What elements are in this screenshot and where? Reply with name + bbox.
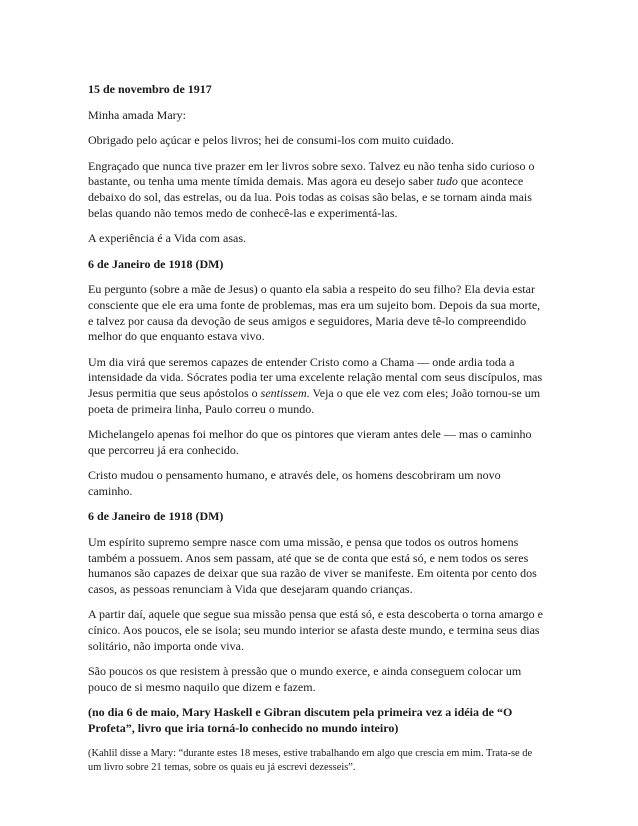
paragraph-few-resist: São poucos os que resistem à pressão que o mundo exerce, e ainda conseguem colocar um pouco de si mesmo naquilo que dizem e fazem. [88, 664, 522, 694]
paragraph-books [88, 159, 546, 221]
note-heading-prophet: (no dia 6 de maio, Mary Haskell e Gibran discutem pela primeira vez a idéia de “O Profeta”, livro que iria torná-lo conhecido no mundo inteiro) [88, 705, 513, 735]
note-kahlil-quote: (Kahlil disse a Mary: “durante estes 18 meses, estive trabalhando em algo que crescia em mim. Trata-se de um livro sobre 21 temas, sobre os quais eu já escrevi dezesseis”. [88, 747, 533, 773]
date-heading-jan-1918-a: 6 de Janeiro de 1918 (DM) [88, 256, 224, 271]
paragraph-experience: A experiência é a Vida com asas. [88, 231, 246, 246]
date-heading-1917: 15 de novembro de 1917 [88, 82, 212, 96]
paragraph-books-part-2: que acontece debaixo do sol, das estrelas, ou da lua. Pois todas as coisas são belas, e se tornam ainda mais belas quando não temos medo de conhecê-las e experimentá-las. [88, 174, 532, 220]
paragraph-supreme-spirit: Um espírito supremo sempre nasce com uma missão, e pensa que todos os outros homens também a possuem. Anos sem passam, até que se de conta que está só, e nem todos os seres humanos são capazes de deixar que sua razão de viver se manifeste. Em oitenta por cento dos casos, as pessoas renunciam à Vida que desejaram quando crianças. [88, 535, 537, 596]
paragraph-christ-flame [88, 355, 546, 417]
emphasis-tudo: tudo [436, 174, 458, 189]
paragraph-mission: A partir daí, aquele que segue sua missão pensa que está só, e esta descoberta o torna amargo e cínico. Aos poucos, ele se isola; seu mundo interior se afasta deste mundo, e termina seus dias solitário, não importa onde viva. [88, 607, 543, 653]
paragraph-books-part-1: Engraçado que nunca tive prazer em ler livros sobre sexo. Talvez eu não tenha sido curioso o bastante, ou tenha uma mente tímida demais. Mas agora eu desejo saber [88, 158, 535, 189]
paragraph-mother-of-jesus: Eu pergunto (sobre a mãe de Jesus) o quanto ela sabia a respeito do seu filho? Ela devia estar consciente que ele era uma fonte de problemas, mas era um sujeito bom. Depois da sua morte, e talvez por causa da devoção de seus amigos e seguidores, Maria deve tê-lo compreendido melhor do que enquanto estava vivo. [88, 282, 541, 344]
document-body [88, 82, 546, 785]
paragraph-christ-part-2: . Veja o que ele vez com eles; João tornou-se um poeta de primeira linha, Paulo correu o mundo. [88, 385, 541, 416]
paragraph-michelangelo: Michelangelo apenas foi melhor do que os pintores que vieram antes dele — mas o caminho que percorreu já era conhecido. [88, 427, 532, 457]
emphasis-sentissem: sentissem [260, 385, 307, 400]
date-heading-jan-1918-b: 6 de Janeiro de 1918 (DM) [88, 509, 224, 524]
paragraph-christ-changed: Cristo mudou o pensamento humano, e através dele, os homens descobriram um novo caminho. [88, 468, 501, 498]
paragraph-christ-part-1: Um dia virá que seremos capazes de entender Cristo como a Chama — onde ardia toda a intensidade da vida. Sócrates podia ter uma excelente relação mental com seus discípulos, mas Jesus permitia que seus apóstolos o [88, 354, 543, 400]
paragraph-thanks: Obrigado pelo açúcar e pelos livros; hei de consumi-los com muito cuidado. [88, 133, 454, 148]
salutation: Minha amada Mary: [88, 107, 186, 122]
